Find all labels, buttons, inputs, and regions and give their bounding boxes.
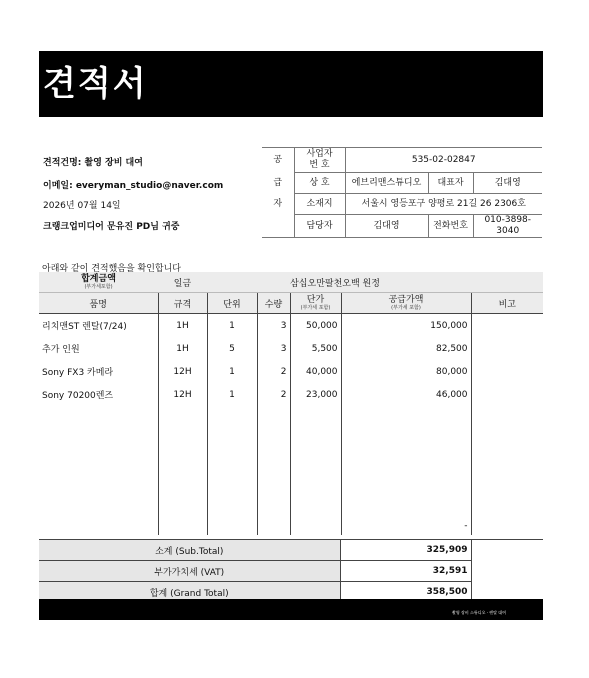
client-email: 이메일: everyman_studio@naver.com xyxy=(43,181,224,191)
quote-subject: 견적건명: 촬영 장비 대여 xyxy=(43,158,143,168)
item-price: 23,000 xyxy=(290,383,341,406)
table-row xyxy=(39,383,543,406)
rep-value: 김대영 xyxy=(473,173,542,194)
item-qty: 2 xyxy=(257,383,290,406)
quote-table xyxy=(39,272,543,535)
confirmation-text: 아래와 같이 견적했음을 확인합니다 xyxy=(42,264,181,274)
vat-label: 부가가치세 (VAT) xyxy=(39,561,340,582)
item-name: 리치맨ST 렌탈(7/24) xyxy=(42,322,127,332)
document-title: 견적서 xyxy=(43,64,148,104)
item-name: Sony 70200렌즈 xyxy=(42,391,114,401)
address-label: 소재지 xyxy=(294,194,345,215)
supplier-side-label: 자 xyxy=(262,194,294,215)
biz-no-value: 535-02-02847 xyxy=(345,148,542,173)
item-spec: 1H xyxy=(158,337,207,360)
item-supply: 46,000 xyxy=(341,383,471,406)
supplier-table xyxy=(262,147,542,238)
empty-row-area xyxy=(39,406,543,535)
item-supply: 82,500 xyxy=(341,337,471,360)
item-note xyxy=(471,337,543,360)
col-header-price: 단가 (부가세 포함) xyxy=(290,293,341,314)
item-price: 5,500 xyxy=(290,337,341,360)
recipient: 크랭크업미디어 문유진 PD님 귀중 xyxy=(43,222,180,232)
column-header-row xyxy=(39,293,543,314)
subtotal-row xyxy=(39,540,543,561)
supplier-side-label: 공 xyxy=(262,148,294,173)
item-supply: 80,000 xyxy=(341,360,471,383)
col-header-name: 품명 xyxy=(39,293,158,314)
item-spec: 1H xyxy=(158,314,207,338)
grand-total-value: 358,500 xyxy=(340,582,471,603)
item-qty: 3 xyxy=(257,337,290,360)
item-price: 50,000 xyxy=(290,314,341,338)
table-row xyxy=(39,314,543,338)
address-value: 서울시 영등포구 양평로 21길 26 2306호 xyxy=(345,194,542,215)
col-header-unit: 단위 xyxy=(207,293,257,314)
col-header-qty: 수량 xyxy=(257,293,290,314)
footer-text: 촬영 장비 스튜디오 · 렌탈 대여 xyxy=(452,610,506,615)
summary-table xyxy=(39,539,543,602)
manager-label: 담당자 xyxy=(294,215,345,238)
item-qty: 2 xyxy=(257,360,290,383)
supplier-side-label: 급 xyxy=(262,173,294,194)
item-name: Sony FX3 카메라 xyxy=(42,368,114,378)
item-unit: 1 xyxy=(207,383,257,406)
vat-row xyxy=(39,561,543,582)
item-note xyxy=(471,314,543,338)
supplier-side-blank xyxy=(262,215,294,238)
phone-label: 전화번호 xyxy=(428,215,473,238)
table-row xyxy=(39,360,543,383)
total-amount-label: 합계금액 (부가세포함) xyxy=(39,272,158,293)
total-amount-words: 삼십오만팔천오백 원정 xyxy=(207,272,543,293)
rep-label: 대표자 xyxy=(428,173,473,194)
item-unit: 5 xyxy=(207,337,257,360)
subtotal-value: 325,909 xyxy=(340,540,471,561)
item-note xyxy=(471,383,543,406)
item-name: 추가 인원 xyxy=(42,345,80,355)
total-amount-row xyxy=(39,272,543,293)
quote-date: 2026년 07월 14일 xyxy=(43,201,121,211)
table-row xyxy=(39,337,543,360)
subtotal-label: 소계 (Sub.Total) xyxy=(39,540,340,561)
item-unit: 1 xyxy=(207,314,257,338)
item-spec: 12H xyxy=(158,360,207,383)
item-note xyxy=(471,360,543,383)
total-amount-prefix: 일금 xyxy=(158,272,207,293)
phone-value: 010-3898-3040 xyxy=(473,215,542,238)
col-header-note: 비고 xyxy=(471,293,543,314)
item-spec: 12H xyxy=(158,383,207,406)
item-qty: 3 xyxy=(257,314,290,338)
grand-total-label: 합계 (Grand Total) xyxy=(39,582,340,603)
vat-value: 32,591 xyxy=(340,561,471,582)
item-supply: 150,000 xyxy=(341,314,471,338)
company-name-value: 에브리맨스튜디오 xyxy=(345,173,428,194)
empty-dash: - xyxy=(341,406,471,535)
col-header-supply: 공급가액 (부가세 포함) xyxy=(341,293,471,314)
company-name-label: 상 호 xyxy=(294,173,345,194)
item-price: 40,000 xyxy=(290,360,341,383)
manager-value: 김대영 xyxy=(345,215,428,238)
col-header-spec: 규격 xyxy=(158,293,207,314)
biz-no-label: 사업자 번 호 xyxy=(294,148,345,173)
item-unit: 1 xyxy=(207,360,257,383)
